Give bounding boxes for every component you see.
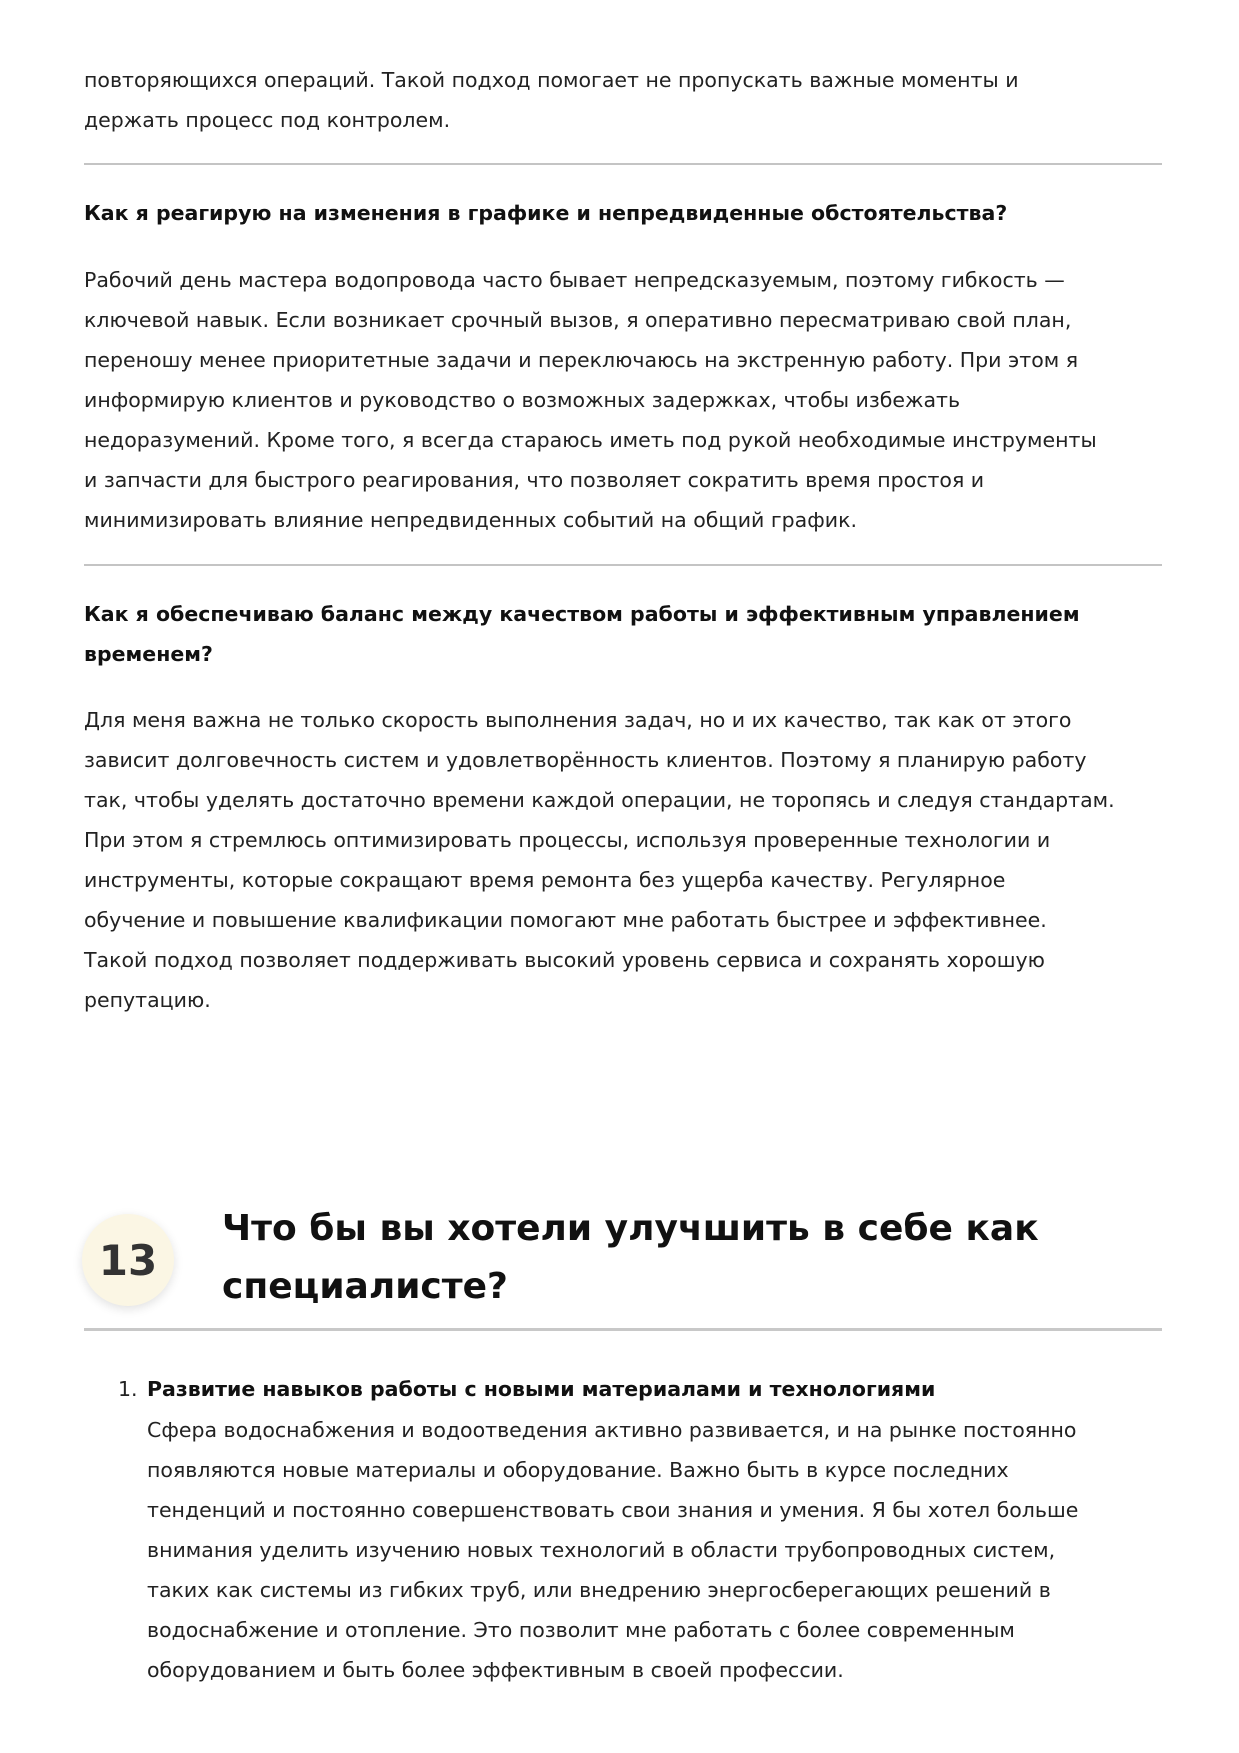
intro-paragraph bbox=[84, 60, 1164, 140]
text-line: оборудованием и быть более эффективным в своей профессии. bbox=[147, 1658, 844, 1682]
text-line: информирую клиентов и руководство о возможных задержках, чтобы избежать bbox=[84, 388, 961, 412]
section-divider bbox=[84, 1328, 1162, 1331]
answer-paragraph bbox=[84, 700, 1164, 1020]
text-line: недоразумений. Кроме того, я всегда стараюсь иметь под рукой необходимые инструменты bbox=[84, 428, 1097, 452]
text-line: повторяющихся операций. Такой подход помогает не пропускать важные моменты и bbox=[84, 68, 1019, 92]
text-line: Развитие навыков работы с новыми материалами и технологиями bbox=[147, 1377, 936, 1401]
question-heading bbox=[84, 193, 1164, 233]
text-line: Что бы вы хотели улучшить в себе как bbox=[222, 1208, 1039, 1249]
text-line: ключевой навык. Если возникает срочный вызов, я оперативно пересматриваю свой план, bbox=[84, 308, 1072, 332]
text-line: репутацию. bbox=[84, 988, 211, 1012]
text-line: Как я обеспечиваю баланс между качеством работы и эффективным управлением bbox=[84, 602, 1080, 626]
section-number-badge: 13 bbox=[82, 1214, 174, 1306]
text-line: Сфера водоснабжения и водоотведения активно развивается, и на рынке постоянно bbox=[147, 1418, 1077, 1442]
text-line: держать процесс под контролем. bbox=[84, 108, 451, 132]
text-line: Такой подход позволяет поддерживать высокий уровень сервиса и сохранять хорошую bbox=[84, 948, 1045, 972]
text-line: минимизировать влияние непредвиденных событий на общий график. bbox=[84, 508, 857, 532]
text-line: тенденций и постоянно совершенствовать свои знания и умения. Я бы хотел больше bbox=[147, 1498, 1079, 1522]
text-line: Рабочий день мастера водопровода часто бывает непредсказуемым, поэтому гибкость — bbox=[84, 268, 1065, 292]
divider bbox=[84, 564, 1162, 566]
text-line: внимания уделить изучению новых технологий в области трубопроводных систем, bbox=[147, 1538, 1056, 1562]
text-line: обучение и повышение квалификации помогают мне работать быстрее и эффективнее. bbox=[84, 908, 1047, 932]
text-line: водоснабжение и отопление. Это позволит мне работать с более современным bbox=[147, 1618, 1015, 1642]
text-line: появляются новые материалы и оборудование. Важно быть в курсе последних bbox=[147, 1458, 1009, 1482]
text-line: переношу менее приоритетные задачи и переключаюсь на экстренную работу. При этом я bbox=[84, 348, 1079, 372]
text-line: Как я реагирую на изменения в графике и непредвиденные обстоятельства? bbox=[84, 201, 1008, 225]
answer-paragraph bbox=[84, 260, 1164, 540]
divider bbox=[84, 163, 1162, 165]
text-line: инструменты, которые сокращают время ремонта без ущерба качеству. Регулярное bbox=[84, 868, 1006, 892]
list-marker: 1. bbox=[118, 1377, 138, 1401]
text-line: зависит долговечность систем и удовлетворённость клиентов. Поэтому я планирую работу bbox=[84, 748, 1087, 772]
list-item-body bbox=[147, 1410, 1227, 1690]
text-line: и запчасти для быстрого реагирования, что позволяет сократить время простоя и bbox=[84, 468, 985, 492]
section-title bbox=[222, 1200, 1122, 1316]
text-line: специалисте? bbox=[222, 1266, 508, 1307]
text-line: таких как системы из гибких труб, или внедрению энергосберегающих решений в bbox=[147, 1578, 1051, 1602]
text-line: так, чтобы уделять достаточно времени каждой операции, не торопясь и следуя стандартам. bbox=[84, 788, 1115, 812]
question-heading bbox=[84, 594, 1164, 674]
list-item-title bbox=[147, 1369, 1227, 1409]
text-line: временем? bbox=[84, 642, 213, 666]
text-line: При этом я стремлюсь оптимизировать процессы, используя проверенные технологии и bbox=[84, 828, 1051, 852]
text-line: Для меня важна не только скорость выполнения задач, но и их качество, так как от этого bbox=[84, 708, 1072, 732]
